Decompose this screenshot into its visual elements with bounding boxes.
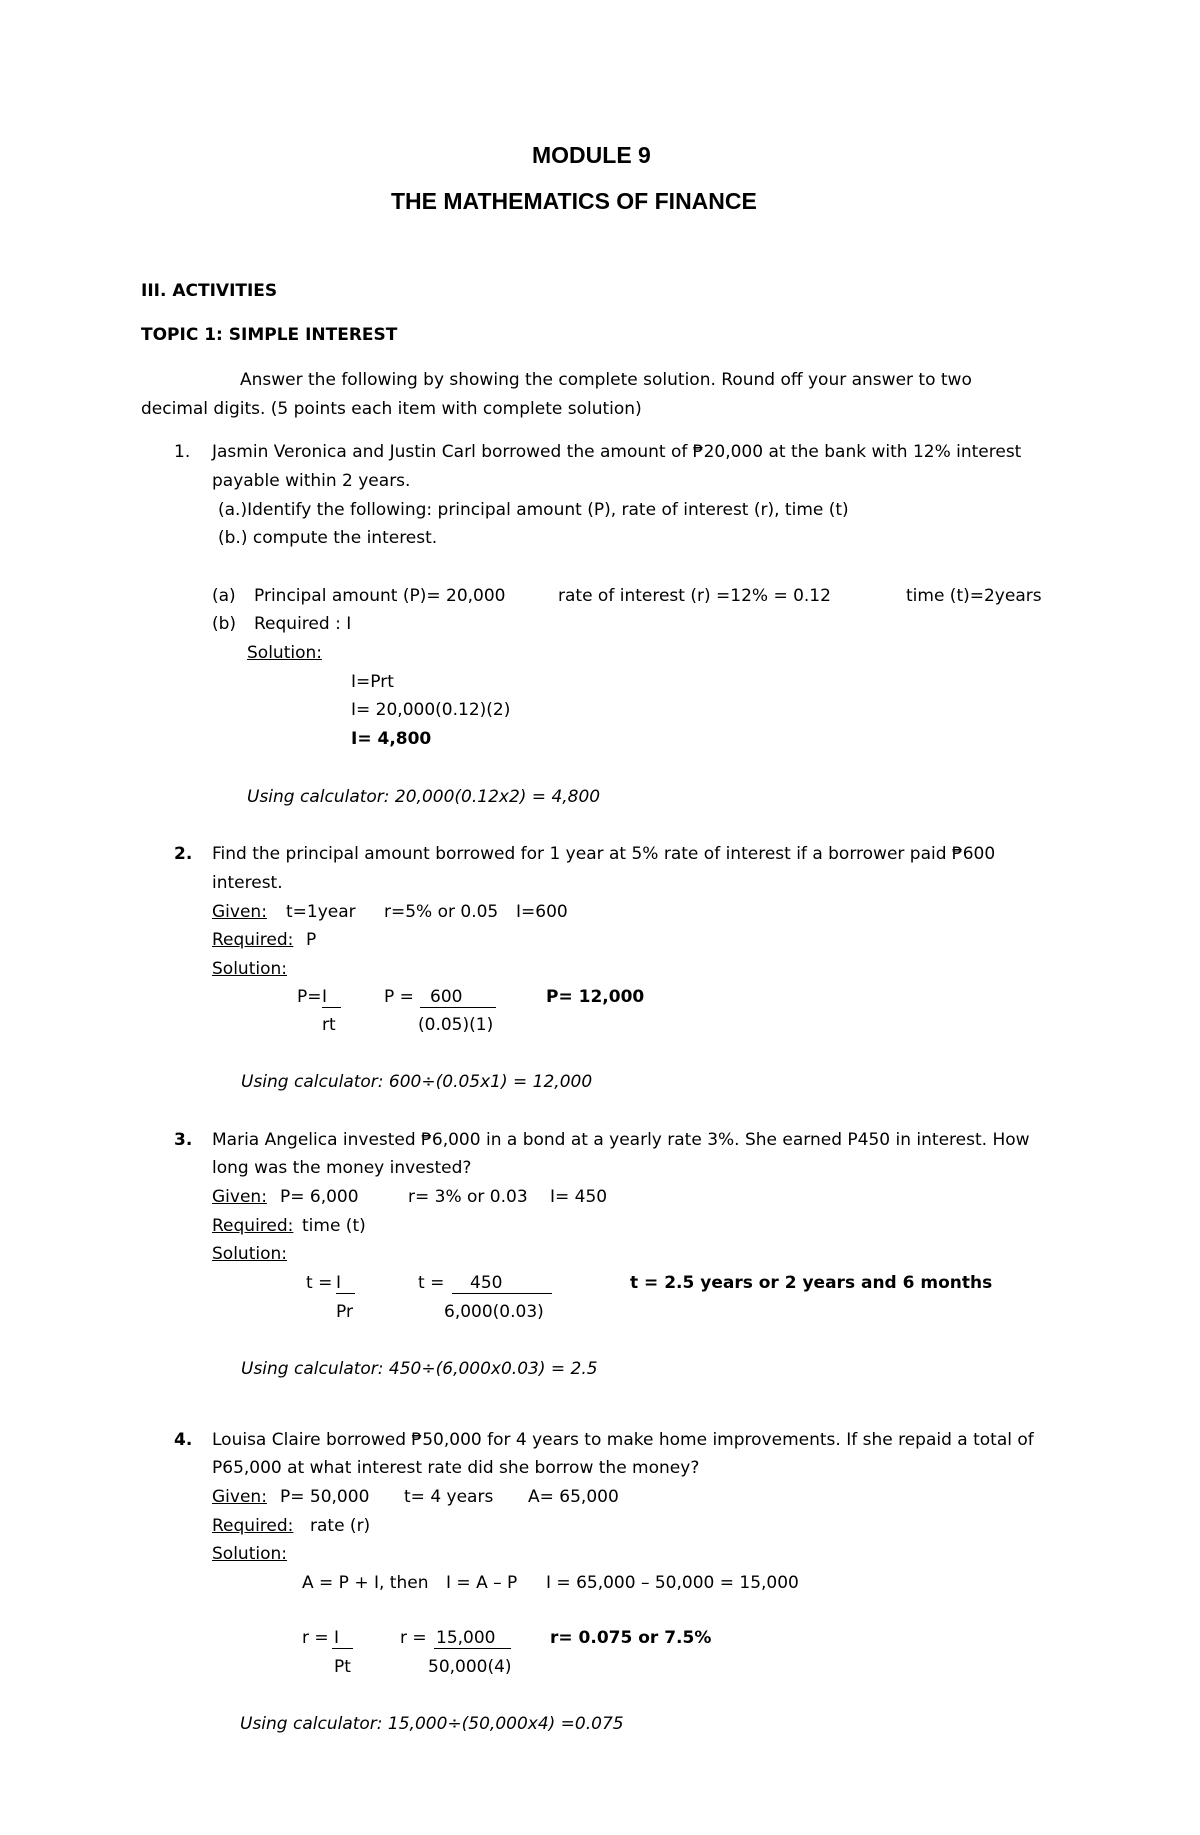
q2-given-label: Given: [212, 902, 267, 922]
q2-formula-fraction [322, 989, 341, 1008]
q2-substitution-numerator: 600 [420, 989, 496, 1008]
q2-formula-lhs: P= [297, 987, 322, 1007]
q1-part-b-label: (b) [212, 614, 237, 634]
q1-text-line-3: (a.)Identify the following: principal amount (P), rate of interest (r), time (t) [218, 500, 849, 520]
instructions-line-1: Answer the following by showing the complete solution. Round off your answer to two [240, 370, 972, 390]
q1-answer: I= 4,800 [351, 729, 432, 749]
q2-required-label: Required: [212, 930, 294, 950]
section-heading: III. ACTIVITIES [141, 281, 278, 301]
q1-calculator-note: Using calculator: 20,000(0.12x2) = 4,800 [247, 787, 601, 807]
q1-part-a-label: (a) [212, 586, 236, 606]
q1-text-line-2: payable within 2 years. [212, 471, 411, 491]
q4-formula-numerator: I [332, 1630, 353, 1649]
q2-given-rate: r=5% or 0.05 [384, 902, 499, 922]
q2-number: 2. [174, 844, 193, 864]
q2-text-line-1: Find the principal amount borrowed for 1 year at 5% rate of interest if a borrower paid ₱600 [212, 844, 996, 864]
module-title: MODULE 9 [532, 142, 651, 168]
q3-answer: t = 2.5 years or 2 years and 6 months [630, 1273, 993, 1293]
q4-step-3: I = 65,000 – 50,000 = 15,000 [546, 1573, 799, 1593]
q2-text-line-2: interest. [212, 873, 283, 893]
q1-rate: rate of interest (r) =12% = 0.12 [558, 586, 831, 606]
q4-given-amount: A= 65,000 [528, 1487, 619, 1507]
q4-calculator-note: Using calculator: 15,000÷(50,000x4) =0.075 [240, 1714, 624, 1734]
q2-given-time: t=1year [286, 902, 356, 922]
q4-substitution-fraction [434, 1630, 511, 1649]
q3-formula-fraction [336, 1275, 355, 1294]
q4-solution-label: Solution: [212, 1544, 287, 1564]
q3-required-value: time (t) [302, 1216, 366, 1236]
q4-substitution-numerator: 15,000 [434, 1630, 511, 1649]
q1-text-line-4: (b.) compute the interest. [218, 528, 438, 548]
q2-calculator-note: Using calculator: 600÷(0.05x1) = 12,000 [241, 1072, 593, 1092]
q1-time: time (t)=2years [906, 586, 1042, 606]
q4-formula-fraction [332, 1630, 353, 1649]
q4-required-label: Required: [212, 1516, 294, 1536]
q1-text-line-1: Jasmin Veronica and Justin Carl borrowed the amount of ₱20,000 at the bank with 12% interest [212, 442, 1022, 462]
q2-substitution-denominator: (0.05)(1) [418, 1015, 494, 1035]
q4-substitution-denominator: 50,000(4) [428, 1657, 512, 1677]
q2-solution-label: Solution: [212, 959, 287, 979]
q3-given-interest: I= 450 [550, 1187, 608, 1207]
q3-given-principal: P= 6,000 [280, 1187, 359, 1207]
instructions-line-2: decimal digits. (5 points each item with complete solution) [141, 399, 642, 419]
q3-solution-label: Solution: [212, 1244, 287, 1264]
q3-given-label: Given: [212, 1187, 267, 1207]
q1-substitution: I= 20,000(0.12)(2) [351, 700, 511, 720]
q3-formula-numerator: I [336, 1275, 355, 1294]
q2-given-interest: I=600 [516, 902, 568, 922]
q4-given-principal: P= 50,000 [280, 1487, 370, 1507]
q2-formula-denominator: rt [322, 1015, 336, 1035]
q3-substitution-denominator: 6,000(0.03) [444, 1302, 544, 1322]
q3-substitution-fraction [452, 1275, 552, 1294]
q2-substitution-fraction [420, 989, 496, 1008]
q4-formula-lhs: r = [302, 1628, 329, 1648]
q2-substitution-lhs: P = [384, 987, 414, 1007]
q4-substitution-lhs: r = [400, 1628, 427, 1648]
topic-heading: TOPIC 1: SIMPLE INTEREST [141, 325, 398, 345]
q4-formula-denominator: Pt [334, 1657, 351, 1677]
q3-given-rate: r= 3% or 0.03 [408, 1187, 528, 1207]
q3-formula-denominator: Pr [336, 1302, 353, 1322]
q4-step-1: A = P + I, then [302, 1573, 429, 1593]
q4-text-line-2: P65,000 at what interest rate did she borrow the money? [212, 1458, 700, 1478]
q4-number: 4. [174, 1430, 193, 1450]
q4-given-label: Given: [212, 1487, 267, 1507]
q3-formula-lhs: t = [306, 1273, 333, 1293]
page-title: THE MATHEMATICS OF FINANCE [391, 188, 757, 214]
q3-required-label: Required: [212, 1216, 294, 1236]
q4-step-2: I = A – P [446, 1573, 518, 1593]
q2-answer: P= 12,000 [546, 987, 645, 1007]
q3-calculator-note: Using calculator: 450÷(6,000x0.03) = 2.5 [241, 1359, 598, 1379]
q3-number: 3. [174, 1130, 193, 1150]
q1-required: Required : I [254, 614, 352, 634]
q4-given-time: t= 4 years [404, 1487, 494, 1507]
q2-formula-numerator: I [322, 989, 341, 1008]
q4-text-line-1: Louisa Claire borrowed ₱50,000 for 4 years to make home improvements. If she repaid a total of [212, 1430, 1034, 1450]
q3-substitution-lhs: t = [418, 1273, 445, 1293]
q1-number: 1. [174, 442, 191, 462]
q3-substitution-numerator: 450 [452, 1275, 552, 1294]
q4-answer: r= 0.075 or 7.5% [550, 1628, 712, 1648]
q2-required-value: P [306, 930, 317, 950]
q1-solution-label: Solution: [247, 643, 322, 663]
q4-required-value: rate (r) [310, 1516, 371, 1536]
q3-text-line-2: long was the money invested? [212, 1158, 472, 1178]
q1-principal: Principal amount (P)= 20,000 [254, 586, 506, 606]
q3-text-line-1: Maria Angelica invested ₱6,000 in a bond at a yearly rate 3%. She earned P450 in interest. How [212, 1130, 1030, 1150]
q1-formula: I=Prt [351, 672, 394, 692]
